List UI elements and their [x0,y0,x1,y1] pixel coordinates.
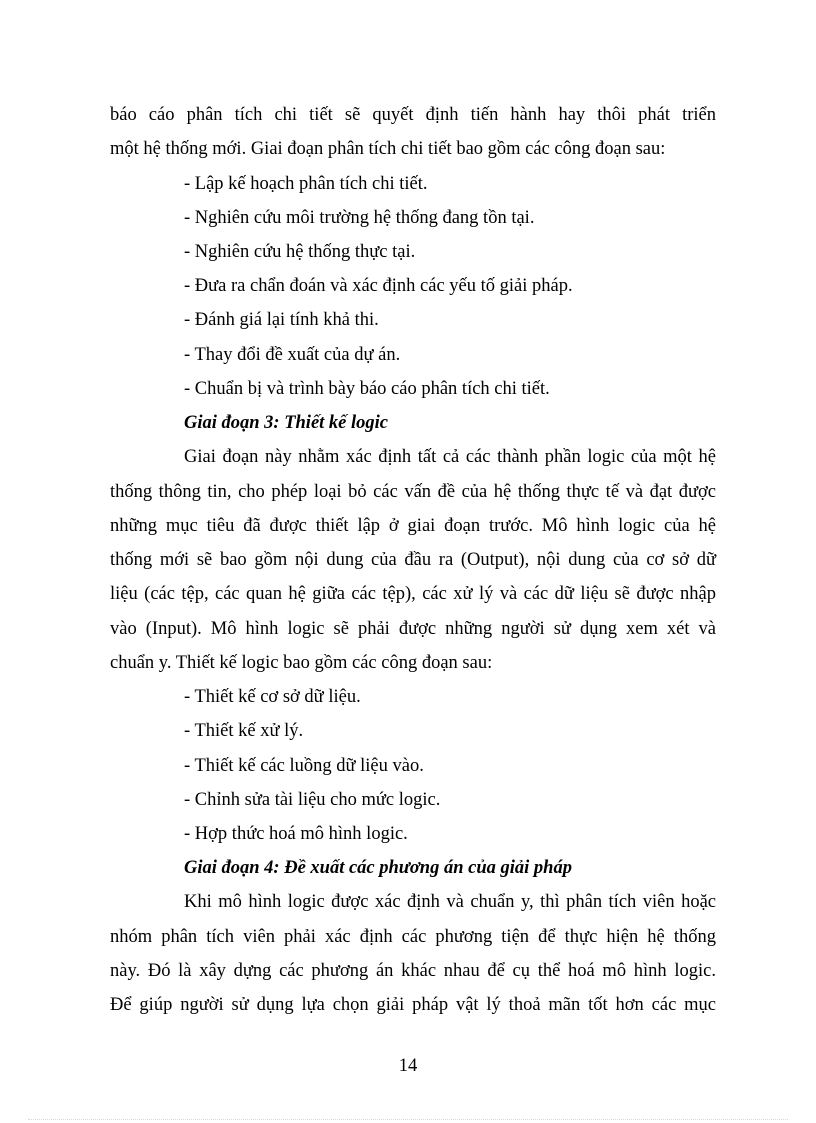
paragraph-line: chuẩn y. Thiết kế logic bao gồm các công đoạn sau: [110,653,493,673]
paragraph-line: Giai đoạn này nhằm xác định tất cả các thành phần logic của một hệ [184,447,716,467]
list-item: - Thiết kế xử lý. [184,721,304,741]
list-item: - Chỉnh sửa tài liệu cho mức logic. [184,790,441,810]
list-item: - Hợp thức hoá mô hình logic. [184,824,408,844]
list-item: - Thiết kế cơ sở dữ liệu. [184,687,361,707]
section-heading-phase-4: Giai đoạn 4: Đề xuất các phương án của giải pháp [184,858,572,878]
section-heading-phase-3: Giai đoạn 3: Thiết kế logic [184,413,388,433]
list-item: - Lập kế hoạch phân tích chi tiết. [184,174,428,194]
paragraph-line: thống mới sẽ bao gồm nội dung của đầu ra (Output), nội dung của cơ sở dữ [110,550,716,570]
paragraph-line: nhóm phân tích viên phải xác định các phương tiện để thực hiện hệ thống [110,927,716,947]
list-item: - Thay đổi đề xuất của dự án. [184,345,401,365]
list-item: - Đưa ra chẩn đoán và xác định các yếu tố giải pháp. [184,276,573,296]
page-number: 14 [398,1056,418,1076]
paragraph-line: báo cáo phân tích chi tiết sẽ quyết định tiến hành hay thôi phát triển [110,105,716,125]
paragraph-line: Khi mô hình logic được xác định và chuẩn y, thì phân tích viên hoặc [184,892,716,912]
paragraph-line: thống thông tin, cho phép loại bỏ các vấn đề của hệ thống thực tế và đạt được [110,482,716,502]
paragraph-line: những mục tiêu đã được thiết lập ở giai đoạn trước. Mô hình logic của hệ [110,516,716,536]
paragraph-line: một hệ thống mới. Giai đoạn phân tích chi tiết bao gồm các công đoạn sau: [110,139,666,159]
list-item: - Nghiên cứu môi trường hệ thống đang tồn tại. [184,208,535,228]
list-item: - Thiết kế các luồng dữ liệu vào. [184,756,424,776]
paragraph-line: này. Đó là xây dựng các phương án khác nhau để cụ thể hoá mô hình logic. [110,961,716,981]
list-item: - Nghiên cứu hệ thống thực tại. [184,242,416,262]
paragraph-line: vào (Input). Mô hình logic sẽ phải được những người sử dụng xem xét và [110,619,716,639]
list-item: - Chuẩn bị và trình bày báo cáo phân tích chi tiết. [184,379,550,399]
list-item: - Đánh giá lại tính khả thi. [184,310,379,330]
paragraph-line: Để giúp người sử dụng lựa chọn giải pháp vật lý thoả mãn tốt hơn các mục [110,995,716,1015]
footer-divider [28,1119,788,1120]
paragraph-line: liệu (các tệp, các quan hệ giữa các tệp), các xử lý và các dữ liệu sẽ được nhập [110,584,716,604]
